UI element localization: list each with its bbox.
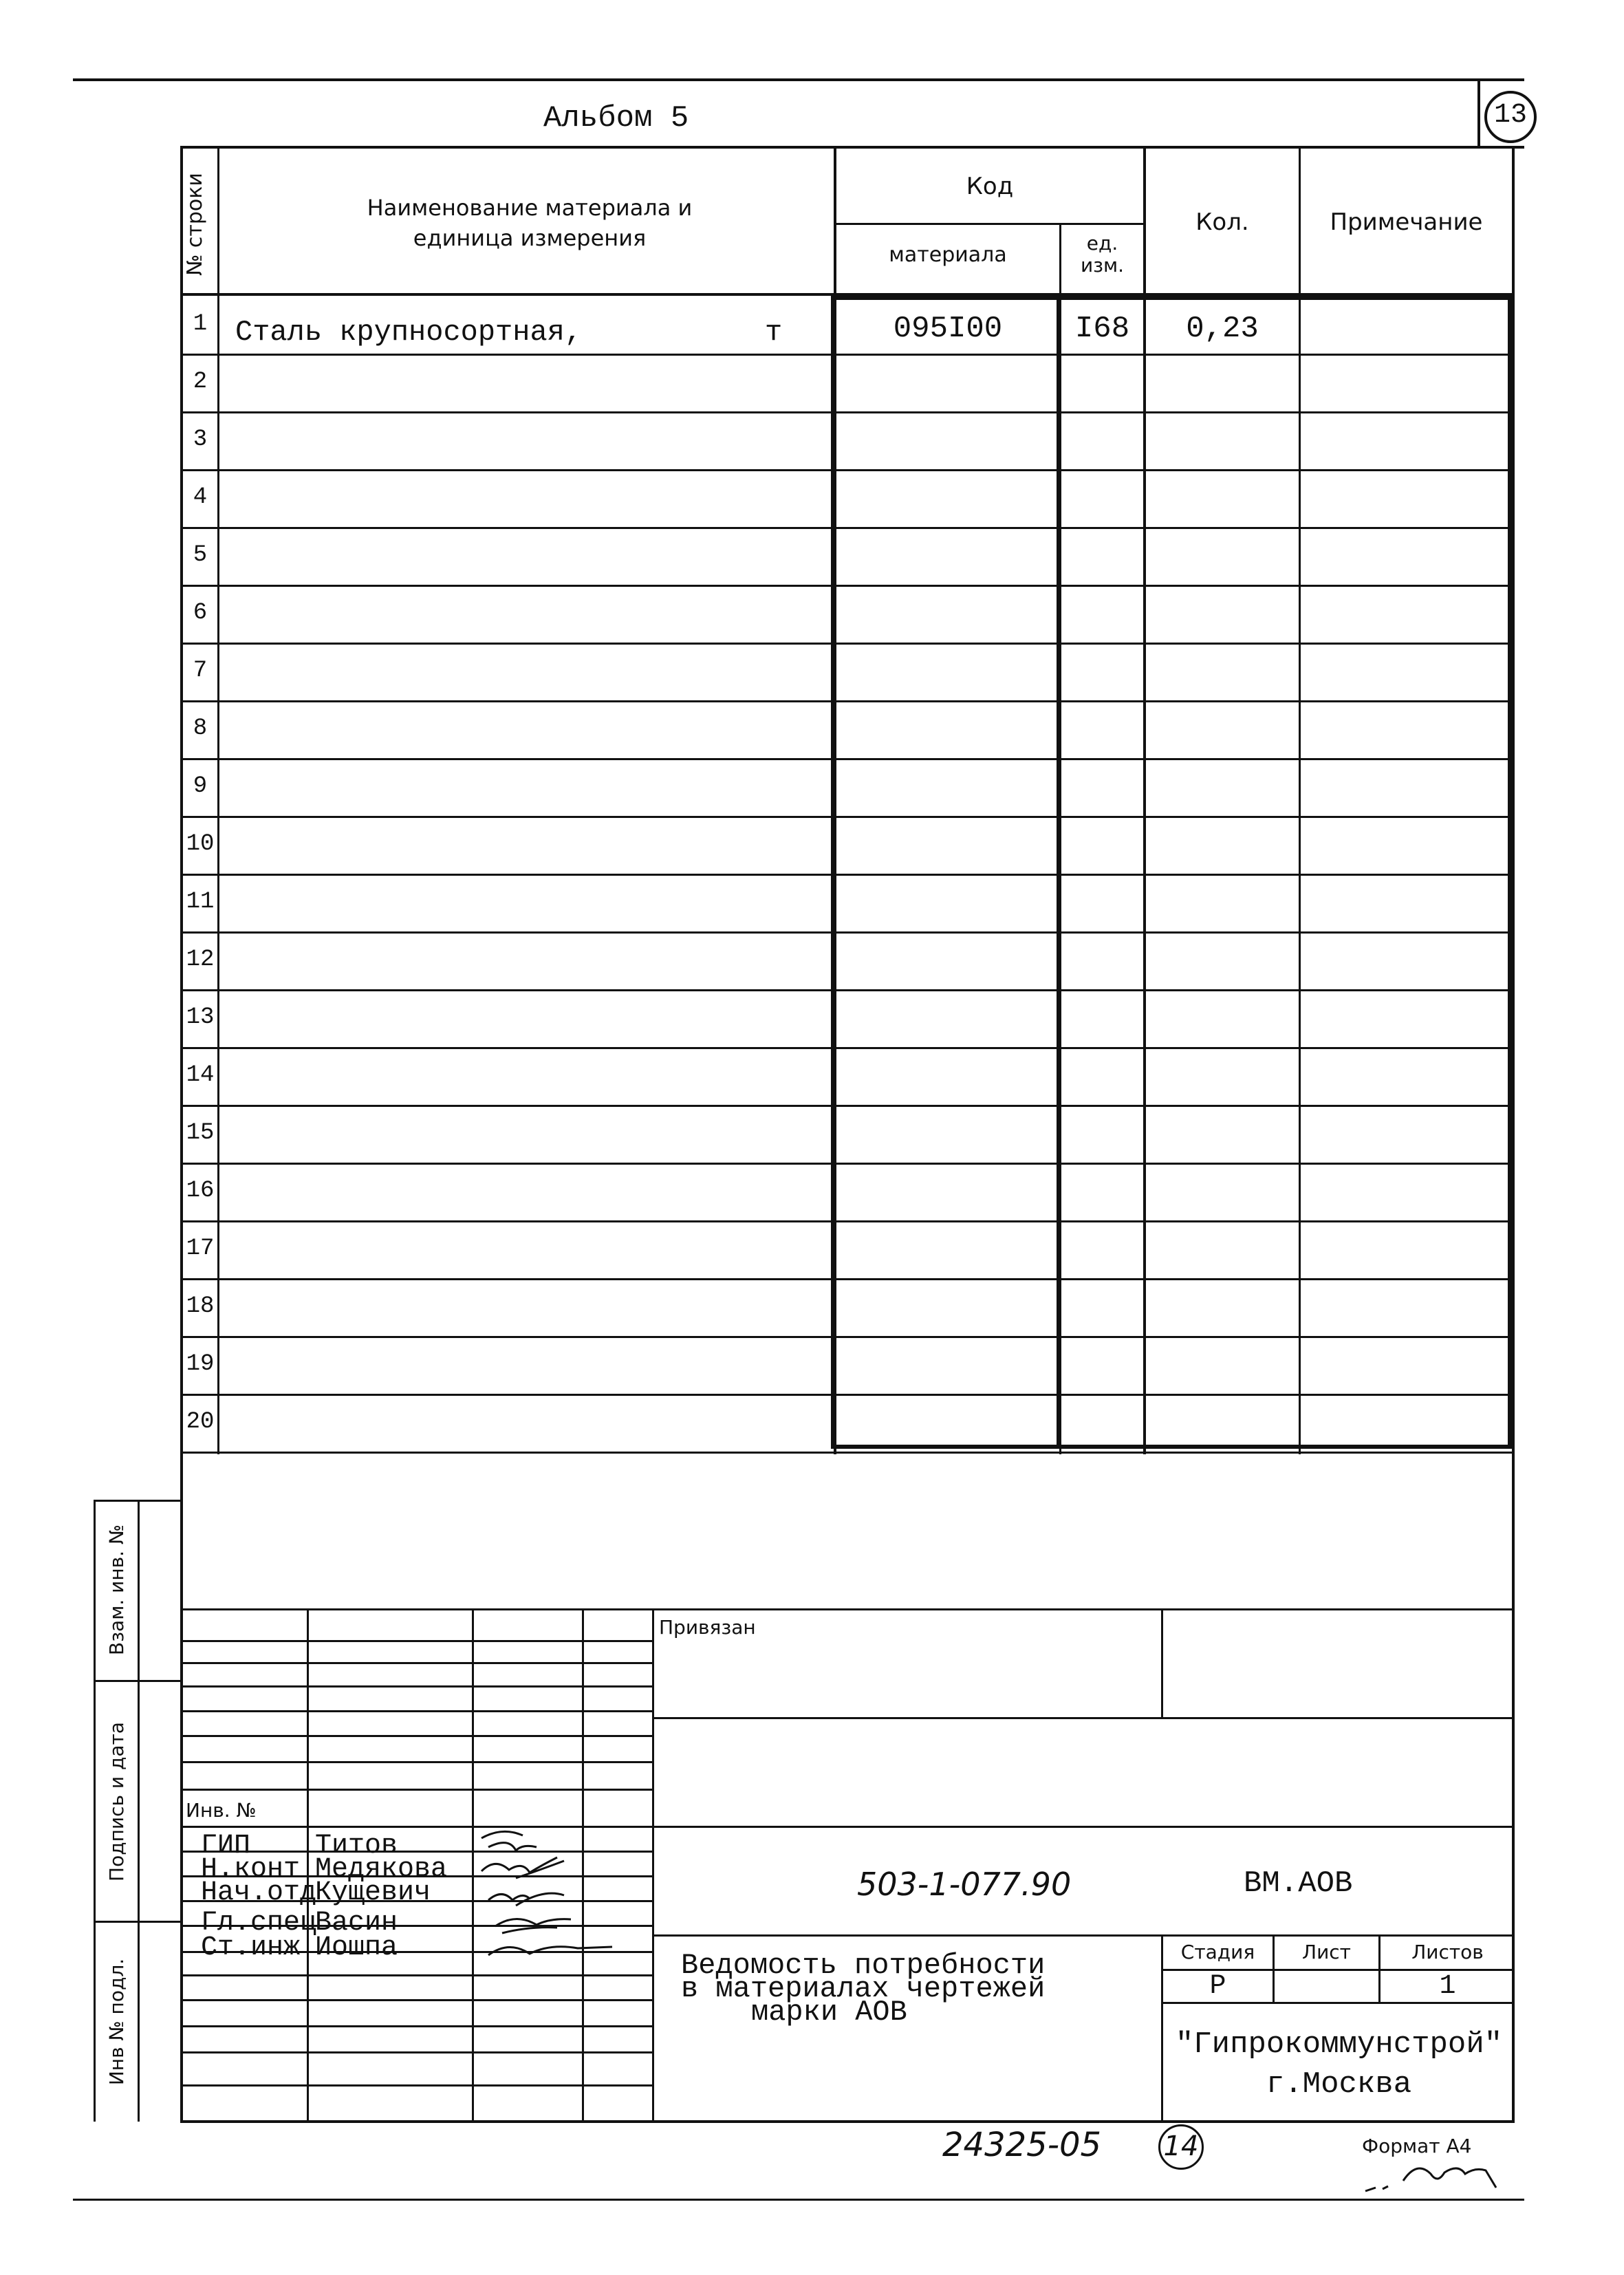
tb-grid-row-line (180, 1999, 653, 2001)
row1-material-code: 095I00 (893, 312, 1003, 346)
tb-org-name: "Гипрокоммунстрой" (1175, 2027, 1503, 2062)
row-number: 3 (193, 427, 208, 453)
code-subheader-line (834, 223, 1143, 225)
tb-sheets-value: 1 (1439, 1971, 1456, 2002)
row-number: 8 (193, 715, 208, 742)
staff-name-4: Васин (315, 1908, 398, 1939)
tb-org-city: г.Москва (1266, 2067, 1412, 2102)
staff-role-5: Ст.инж (201, 1932, 301, 1963)
table-row-line (180, 411, 1515, 413)
row-number: 17 (186, 1236, 215, 1262)
table-row-line (180, 1394, 1515, 1396)
table-row-line (180, 700, 1515, 702)
table-row-line (180, 989, 1515, 991)
table-row-line (180, 931, 1515, 934)
tb-doc-code: 503-1-077.90 (857, 1866, 1072, 1903)
table-row-line (180, 643, 1515, 645)
staff-name-5: Иошпа (315, 1932, 398, 1963)
header-name: Наименование материала и единица измерения (367, 195, 693, 251)
tb-grid-row-line (180, 1662, 653, 1664)
side-label-podpis: Подпись и дата (105, 1722, 128, 1882)
tb-grid-row-line (180, 1735, 653, 1737)
tb-title-line3: марки АОВ (751, 1996, 907, 2029)
row-number: 14 (186, 1062, 215, 1088)
tb-line-bottom (180, 2120, 1515, 2123)
tb-stage-value: Р (1209, 1971, 1226, 2002)
tb-grid-row-line (180, 1789, 653, 1791)
tb-grid-row-line (180, 1761, 653, 1763)
header-divider (1477, 78, 1480, 147)
tb-line-top (180, 1608, 1515, 1610)
signature-scribbles (475, 1823, 605, 1961)
row-number: 18 (186, 1293, 215, 1319)
table-row-line (180, 1336, 1515, 1338)
tb-line-code-top (652, 1826, 1515, 1828)
tb-privyazan-right (1161, 1608, 1163, 1718)
tb-line-code-bottom (652, 1934, 1515, 1937)
table-row-line (180, 1220, 1515, 1222)
side-label-inv-podl: Инв № подл. (105, 1958, 128, 2086)
staff-name-3: Кущевич (315, 1877, 431, 1908)
staff-role-4: Гл.спец (201, 1908, 317, 1939)
table-row-line (180, 469, 1515, 471)
header-unit-2: изм. (1080, 254, 1125, 277)
tb-stage-bottom (1161, 2002, 1515, 2004)
row-number: 9 (193, 773, 208, 799)
header-bottom-line (180, 146, 1524, 149)
staff-role-1: ГИП (201, 1831, 251, 1862)
header-unit-1: ед. (1086, 232, 1118, 255)
row-number: 15 (186, 1120, 215, 1146)
table-row-line (180, 527, 1515, 529)
staff-role-3: Нач.отд (201, 1877, 317, 1908)
tb-grid-row-line (180, 1974, 653, 1976)
tb-line-privyazan-bottom (652, 1717, 1515, 1719)
tb-grid-row-line (180, 1685, 653, 1688)
tb-grid-row-line (180, 2025, 653, 2027)
row-number: 10 (186, 831, 215, 857)
table-row-line (180, 816, 1515, 818)
bottom-border (73, 2199, 1524, 2201)
table-row-line (180, 1163, 1515, 1165)
tb-grid-row-line (180, 1710, 653, 1712)
table-row-line (180, 1047, 1515, 1049)
table-row-line (180, 1278, 1515, 1280)
tb-title-line1: Ведомость потребности (681, 1949, 1046, 1982)
row-number: 1 (193, 311, 208, 337)
side-strip-mid (138, 1500, 140, 2122)
row-number: 5 (193, 542, 208, 568)
side-label-vzam: Взам. инв. № (105, 1524, 128, 1656)
tb-stage-label: Стадия (1180, 1941, 1255, 1963)
side-strip-left (94, 1500, 96, 2122)
tb-inv-no: Инв. № (186, 1799, 257, 1822)
rownum-column-line (217, 147, 219, 1454)
row-number: 19 (186, 1351, 215, 1377)
header-qty: Кол. (1195, 208, 1249, 236)
row-number: 6 (193, 600, 208, 626)
row1-name: Сталь крупносортная, (235, 316, 583, 349)
staff-name-2: Медякова (315, 1854, 448, 1885)
row1-unit-code: I68 (1074, 312, 1130, 346)
tb-grid-row-line (180, 1640, 653, 1642)
tb-privyazan: Привязан (659, 1616, 756, 1639)
row-number: 7 (193, 658, 208, 684)
tb-title-line2: в материалах чертежей (681, 1972, 1046, 2005)
row1-qty: 0,23 (1186, 312, 1259, 346)
table-body-bottom (180, 1452, 1515, 1454)
tb-mark: ВМ.АОВ (1244, 1866, 1353, 1901)
staff-name-1: Титов (315, 1831, 398, 1862)
tb-sheets-label: Листов (1411, 1941, 1484, 1963)
page-number: 13 (1493, 100, 1527, 131)
staff-role-2: Н.конт (201, 1854, 301, 1885)
row-number: 2 (193, 369, 208, 395)
row1-unit: т (765, 316, 783, 349)
row-number: 11 (186, 889, 215, 915)
tb-sheet-label: Лист (1302, 1941, 1351, 1963)
header-note: Примечание (1330, 208, 1483, 236)
table-row-line (180, 1105, 1515, 1107)
album-label: Альбом 5 (543, 101, 689, 136)
header-material: материала (889, 243, 1007, 267)
footer-signature (1362, 2153, 1500, 2201)
footer-archive-no: 24325-05 (942, 2126, 1102, 2164)
tb-grid-row-line (180, 2051, 653, 2053)
header-code: Код (966, 173, 1014, 200)
table-row-line (180, 354, 1515, 356)
table-row-line (180, 585, 1515, 587)
tb-grid-row-line (180, 2084, 653, 2087)
footer-format: Формат А4 (1362, 2135, 1472, 2157)
footer-circled-no: 14 (1163, 2131, 1199, 2162)
row-number: 12 (186, 947, 215, 973)
row-number: 13 (186, 1004, 215, 1031)
row-number: 4 (193, 484, 208, 510)
header-row-no: № строки (183, 173, 207, 276)
table-row-line (180, 758, 1515, 760)
table-row-line (180, 874, 1515, 876)
row-number: 16 (186, 1178, 215, 1204)
row-number: 20 (186, 1409, 215, 1435)
top-border (73, 78, 1524, 81)
